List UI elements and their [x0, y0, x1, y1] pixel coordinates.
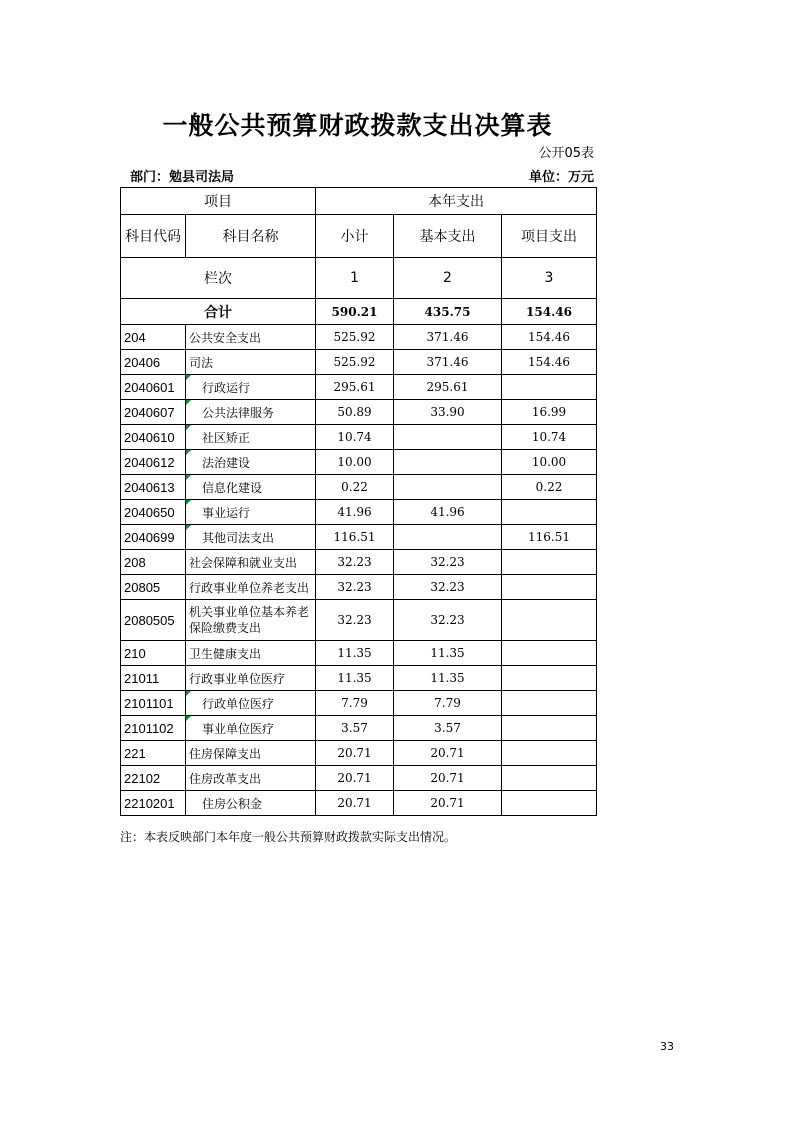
row-subtotal: 50.89	[316, 400, 394, 425]
footnote: 注：本表反映部门本年度一般公共预算财政拨款实际支出情况。	[120, 830, 457, 844]
table-row	[121, 425, 597, 450]
row-project: 154.46	[502, 325, 597, 350]
row-project: 154.46	[502, 350, 597, 375]
row-code: 2101101	[121, 691, 186, 716]
department-label: 部门：勉县司法局	[130, 170, 235, 185]
table-row	[121, 691, 597, 716]
header-name: 科目名称	[186, 215, 316, 258]
table-row	[121, 716, 597, 741]
row-name: 住房改革支出	[186, 766, 316, 791]
row-name: 住房公积金	[186, 791, 316, 816]
row-project	[502, 791, 597, 816]
row-project	[502, 766, 597, 791]
row-name: 公共法律服务	[186, 400, 316, 425]
row-subtotal: 32.23	[316, 575, 394, 600]
row-basic: 20.71	[394, 766, 502, 791]
row-name: 行政单位医疗	[186, 691, 316, 716]
row-basic: 3.57	[394, 716, 502, 741]
row-project: 10.00	[502, 450, 597, 475]
row-code: 20805	[121, 575, 186, 600]
row-subtotal: 3.57	[316, 716, 394, 741]
row-name: 行政事业单位养老支出	[186, 575, 316, 600]
row-name: 其他司法支出	[186, 525, 316, 550]
unit-label: 单位：万元	[528, 170, 594, 185]
table-row	[121, 600, 597, 641]
row-name: 行政事业单位医疗	[186, 666, 316, 691]
row-project	[502, 741, 597, 766]
row-code: 2040699	[121, 525, 186, 550]
row-subtotal: 20.71	[316, 766, 394, 791]
row-subtotal: 525.92	[316, 350, 394, 375]
row-subtotal: 0.22	[316, 475, 394, 500]
row-code: 21011	[121, 666, 186, 691]
header-project-expense: 项目支出	[502, 215, 597, 258]
row-subtotal: 116.51	[316, 525, 394, 550]
row-basic: 20.71	[394, 791, 502, 816]
header-project: 项目	[121, 188, 316, 215]
header-row-2	[121, 215, 597, 258]
header-basic: 基本支出	[394, 215, 502, 258]
table-row	[121, 550, 597, 575]
row-code: 221	[121, 741, 186, 766]
row-basic: 371.46	[394, 350, 502, 375]
row-project: 0.22	[502, 475, 597, 500]
row-project	[502, 375, 597, 400]
row-basic	[394, 475, 502, 500]
row-basic: 7.79	[394, 691, 502, 716]
row-name: 事业单位医疗	[186, 716, 316, 741]
row-code: 2040607	[121, 400, 186, 425]
total-row	[121, 299, 597, 325]
row-name: 司法	[186, 350, 316, 375]
table-row	[121, 791, 597, 816]
header-column-order: 栏次	[121, 258, 316, 299]
row-code: 2101102	[121, 716, 186, 741]
page-title: 一般公共预算财政拨款支出决算表	[162, 111, 553, 140]
table-row	[121, 525, 597, 550]
table-row	[121, 375, 597, 400]
row-basic: 32.23	[394, 600, 502, 641]
row-project: 16.99	[502, 400, 597, 425]
total-project: 154.46	[502, 299, 597, 325]
expense-table	[120, 187, 597, 816]
row-name: 事业运行	[186, 500, 316, 525]
row-project	[502, 575, 597, 600]
row-subtotal: 20.71	[316, 741, 394, 766]
row-project	[502, 550, 597, 575]
row-project	[502, 500, 597, 525]
row-project: 10.74	[502, 425, 597, 450]
row-code: 2040650	[121, 500, 186, 525]
row-name: 法治建设	[186, 450, 316, 475]
table-row	[121, 450, 597, 475]
row-code: 2040613	[121, 475, 186, 500]
row-basic: 33.90	[394, 400, 502, 425]
table-row	[121, 741, 597, 766]
row-code: 2040612	[121, 450, 186, 475]
row-name: 公共安全支出	[186, 325, 316, 350]
row-name: 卫生健康支出	[186, 641, 316, 666]
header-code: 科目代码	[121, 215, 186, 258]
row-basic: 295.61	[394, 375, 502, 400]
row-code: 20406	[121, 350, 186, 375]
row-code: 204	[121, 325, 186, 350]
row-basic: 41.96	[394, 500, 502, 525]
row-project: 116.51	[502, 525, 597, 550]
header-row-1	[121, 188, 597, 215]
row-code: 2040610	[121, 425, 186, 450]
row-subtotal: 20.71	[316, 791, 394, 816]
row-name: 行政运行	[186, 375, 316, 400]
table-row	[121, 325, 597, 350]
row-subtotal: 32.23	[316, 550, 394, 575]
row-subtotal: 11.35	[316, 641, 394, 666]
header-col2: 2	[394, 258, 502, 299]
row-name: 住房保障支出	[186, 741, 316, 766]
row-basic: 371.46	[394, 325, 502, 350]
row-project	[502, 600, 597, 641]
row-code: 2080505	[121, 600, 186, 641]
row-name: 社区矫正	[186, 425, 316, 450]
table-row	[121, 500, 597, 525]
header-col3: 3	[502, 258, 597, 299]
table-row	[121, 666, 597, 691]
total-basic: 435.75	[394, 299, 502, 325]
row-subtotal: 525.92	[316, 325, 394, 350]
table-row	[121, 400, 597, 425]
table-row	[121, 475, 597, 500]
table-row	[121, 575, 597, 600]
row-subtotal: 295.61	[316, 375, 394, 400]
row-code: 2210201	[121, 791, 186, 816]
form-code: 公开05表	[538, 146, 594, 161]
row-project	[502, 666, 597, 691]
row-basic	[394, 425, 502, 450]
row-basic	[394, 525, 502, 550]
header-annual-expense: 本年支出	[316, 188, 597, 215]
row-code: 22102	[121, 766, 186, 791]
row-subtotal: 32.23	[316, 600, 394, 641]
header-col1: 1	[316, 258, 394, 299]
row-subtotal: 10.74	[316, 425, 394, 450]
row-project	[502, 716, 597, 741]
row-subtotal: 11.35	[316, 666, 394, 691]
row-name: 信息化建设	[186, 475, 316, 500]
total-subtotal: 590.21	[316, 299, 394, 325]
total-label: 合计	[121, 299, 316, 325]
row-subtotal: 7.79	[316, 691, 394, 716]
row-name: 社会保障和就业支出	[186, 550, 316, 575]
header-subtotal: 小计	[316, 215, 394, 258]
row-code: 208	[121, 550, 186, 575]
row-basic: 11.35	[394, 666, 502, 691]
row-project	[502, 641, 597, 666]
row-basic: 32.23	[394, 550, 502, 575]
page-number: 33	[660, 1040, 674, 1053]
row-project	[502, 691, 597, 716]
row-basic: 20.71	[394, 741, 502, 766]
row-subtotal: 10.00	[316, 450, 394, 475]
table-row	[121, 350, 597, 375]
row-basic: 32.23	[394, 575, 502, 600]
row-code: 210	[121, 641, 186, 666]
row-basic	[394, 450, 502, 475]
row-subtotal: 41.96	[316, 500, 394, 525]
row-basic: 11.35	[394, 641, 502, 666]
table-row	[121, 641, 597, 666]
table-row	[121, 766, 597, 791]
row-code: 2040601	[121, 375, 186, 400]
header-row-3	[121, 258, 597, 299]
row-name: 机关事业单位基本养老保险缴费支出	[186, 600, 316, 641]
